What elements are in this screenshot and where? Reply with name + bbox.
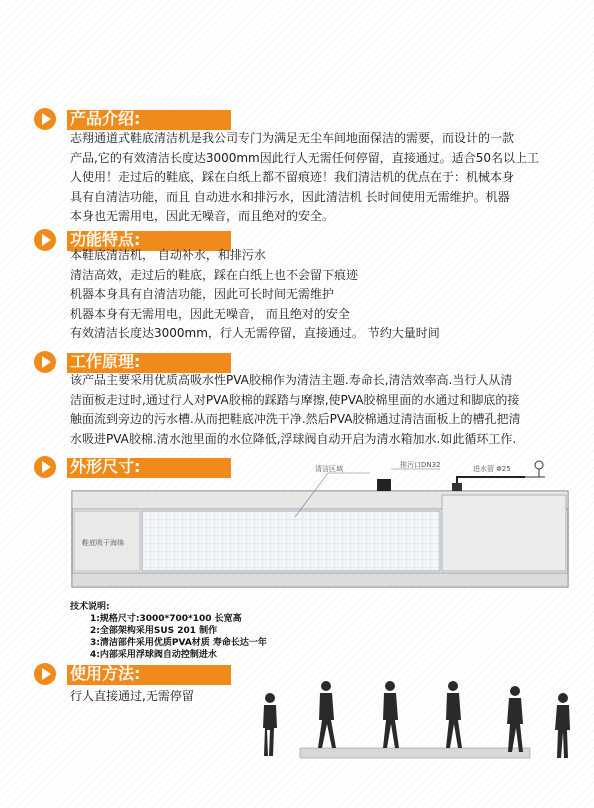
text-line: 触面流到旁边的污水槽.从而把鞋底冲洗干净.然后PVA胶棉通过清洁面板上的槽孔把清 xyxy=(70,412,521,426)
text-line: 洁面板走过时,通过行人对PVA胶棉的踩踏与摩擦,使PVA胶棉里面的水通过和脚底的接 xyxy=(70,392,520,407)
text-line: 具有自清洁功能，而且 自动进水和排污水，因此清洁机 长时间使用无需维护。机器 xyxy=(70,189,510,204)
drain-fitting xyxy=(377,479,391,491)
label-drain: 排污口DN32 xyxy=(400,461,441,469)
features-list xyxy=(70,246,570,344)
feature-item: 本鞋底清洁机， 自动补水，和排污水 xyxy=(70,248,266,262)
person-icon xyxy=(263,693,277,756)
label-inlet: 进水管 Φ25 xyxy=(473,465,511,473)
clean-area-grid xyxy=(142,511,440,571)
section-title: 使用方法: xyxy=(70,664,141,683)
feature-item: 机器本身具有自清洁功能，因此可长时间无需维护 xyxy=(70,287,335,301)
principle-paragraph xyxy=(70,371,570,449)
text-line: 产品,它的有效清洁长度达3000mm因此行人无需任何停留，直接通过。适合50名以上工 xyxy=(70,150,540,165)
person-icon xyxy=(383,681,399,748)
section-title: 工作原理: xyxy=(70,352,141,371)
person-icon xyxy=(555,693,570,758)
section-header-principle xyxy=(34,351,234,373)
person-icon xyxy=(446,681,462,748)
walking-illustration xyxy=(250,676,580,764)
dimension-diagram xyxy=(70,455,570,595)
spec-item: 1:规格尺寸:3000*700*100 长宽高 xyxy=(90,614,242,624)
spec-item: 2:全部架构采用SUS 201 制作 xyxy=(90,626,218,636)
feature-item: 机器本身有无需用电，因此无噪音， 而且绝对的安全 xyxy=(70,306,350,321)
person-icon xyxy=(318,681,336,748)
play-arrow-icon xyxy=(34,663,56,685)
feature-item: 清洁高效，走过后的鞋底，踩在白纸上也不会留下痕迹 xyxy=(70,267,359,282)
valve-icon xyxy=(535,461,543,469)
play-arrow-icon xyxy=(34,456,56,478)
play-arrow-icon xyxy=(34,108,56,130)
spec-item: 4:内部采用浮球阀自动控制进水 xyxy=(90,650,217,660)
text-line: 本身也无需用电，因此无噪音，而且绝对的安全。 xyxy=(70,209,335,223)
text-line: 志翔通道式鞋底清洁机是我公司专门为满足无尘车间地面保洁的需要，而设计的一款 xyxy=(70,131,515,145)
section-header-usage xyxy=(34,663,234,685)
cleaning-platform xyxy=(300,748,530,758)
section-header-intro xyxy=(34,108,234,130)
play-arrow-icon xyxy=(34,351,56,373)
label-clean-area: 清洁区域 xyxy=(315,465,343,473)
spec-item: 3:清洁部件采用优质PVA材质 寿命长达一年 xyxy=(90,638,267,648)
play-arrow-icon xyxy=(34,229,56,251)
inlet-pipe xyxy=(457,477,525,491)
person-icon xyxy=(507,686,523,752)
text-line: 人使用！走过后的鞋底，踩在白纸上都不留痕迹！我们清洁机的优点在于：机械本身 xyxy=(70,170,515,184)
intro-paragraph xyxy=(70,129,570,227)
text-line: 水吸进PVA胶棉.清水池里面的水位降低,浮球阀自动开启为清水箱加水.如此循环工作. xyxy=(70,431,517,446)
label-sponge: 鞋底吸干海绵 xyxy=(82,539,124,547)
specs-title: 技术说明: xyxy=(70,602,110,612)
feature-item: 有效清洁长度达3000mm，行人无需停留，直接通过。 节约大量时间 xyxy=(70,326,440,340)
usage-text: 行人直接通过,无需停留 xyxy=(70,689,194,703)
section-title: 功能特点: xyxy=(70,230,141,249)
text-line: 该产品主要采用优质高吸水性PVA胶棉作为清洁主题.寿命长,清洁效率高.当行人从清 xyxy=(70,373,513,387)
section-title: 外形尺寸: xyxy=(70,457,141,476)
section-title: 产品介绍: xyxy=(70,109,141,128)
tech-specs xyxy=(70,601,267,661)
